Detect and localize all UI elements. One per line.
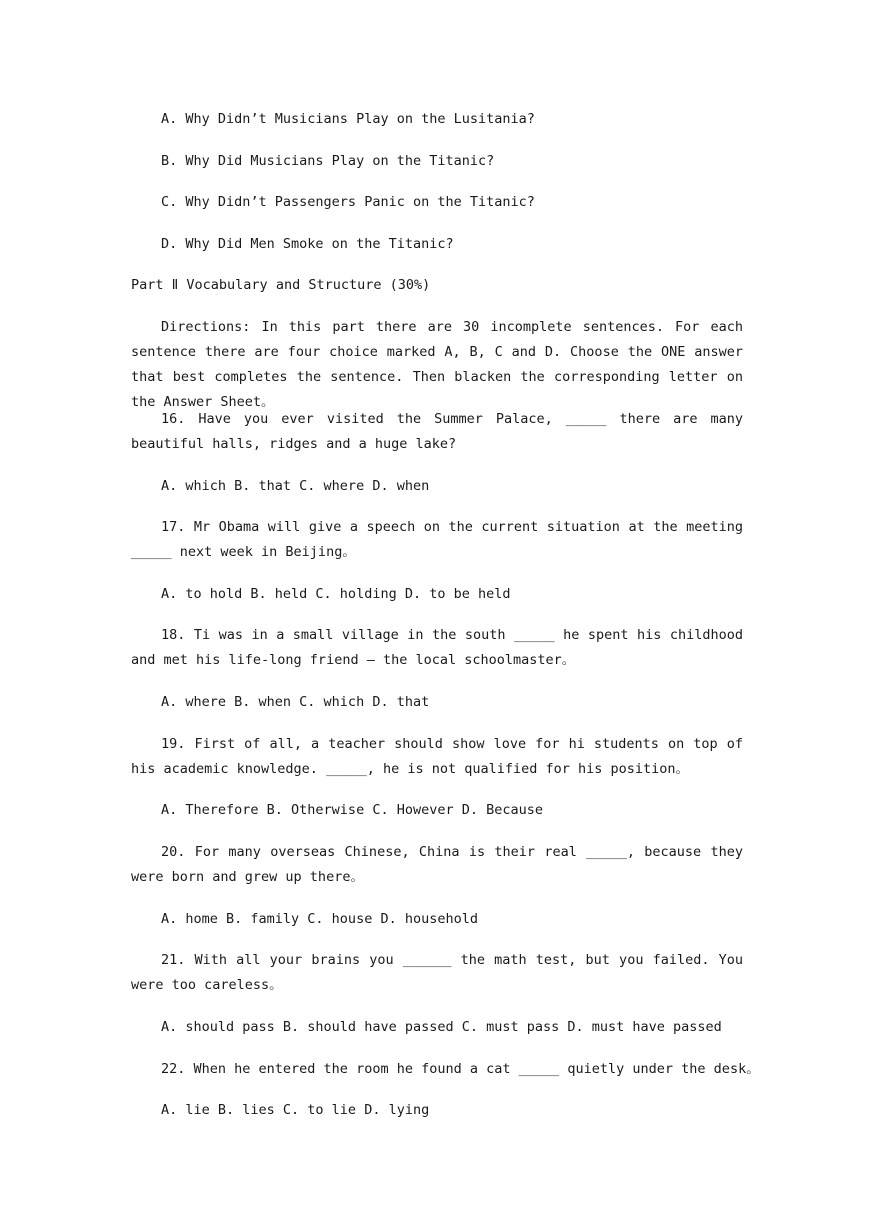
question-22: 22. When he entered the room he found a cat _____ quietly under the desk。 bbox=[161, 1061, 760, 1077]
option-line: D. Why Did Men Smoke on the Titanic? bbox=[161, 236, 454, 252]
question-18: 18. Ti was in a small village in the south _____ he spent his childhood and met his life-long friend – the local schoolmaster。 bbox=[131, 627, 743, 668]
question-18-options: A. where B. when C. which D. that bbox=[161, 694, 430, 710]
option-line: A. Why Didn’t Musicians Play on the Lusitania? bbox=[161, 111, 535, 127]
question-19-options: A. Therefore B. Otherwise C. However D. Because bbox=[161, 802, 544, 818]
question-21: 21. With all your brains you ______ the math test, but you failed. You were too careless。 bbox=[131, 952, 743, 993]
question-17: 17. Mr Obama will give a speech on the current situation at the meeting _____ next week in Beijing。 bbox=[131, 519, 743, 560]
option-line: B. Why Did Musicians Play on the Titanic? bbox=[161, 153, 495, 169]
question-21-options: A. should pass B. should have passed C. must pass D. must have passed bbox=[161, 1019, 722, 1035]
option-line: C. Why Didn’t Passengers Panic on the Titanic? bbox=[161, 194, 535, 210]
question-22-options: A. lie B. lies C. to lie D. lying bbox=[161, 1102, 430, 1118]
question-16: 16. Have you ever visited the Summer Palace, _____ there are many beautiful halls, ridges and a huge lake? bbox=[131, 411, 743, 452]
directions-paragraph: Directions: In this part there are 30 incomplete sentences. For each sentence there are four choice marked A, B, C and D. Choose the ONE answer that best completes the sentence. Then blacken the corresponding letter on the Answer Sheet。 bbox=[131, 319, 743, 410]
section-heading: Part Ⅱ Vocabulary and Structure (30%) bbox=[131, 277, 431, 293]
question-20: 20. For many overseas Chinese, China is their real _____, because they were born and grew up there。 bbox=[131, 844, 743, 885]
question-20-options: A. home B. family C. house D. household bbox=[161, 911, 478, 927]
question-17-options: A. to hold B. held C. holding D. to be held bbox=[161, 586, 511, 602]
question-16-options: A. which B. that C. where D. when bbox=[161, 478, 430, 494]
question-19: 19. First of all, a teacher should show love for hi students on top of his academic knowledge. _____, he is not qualified for his position。 bbox=[131, 736, 743, 777]
